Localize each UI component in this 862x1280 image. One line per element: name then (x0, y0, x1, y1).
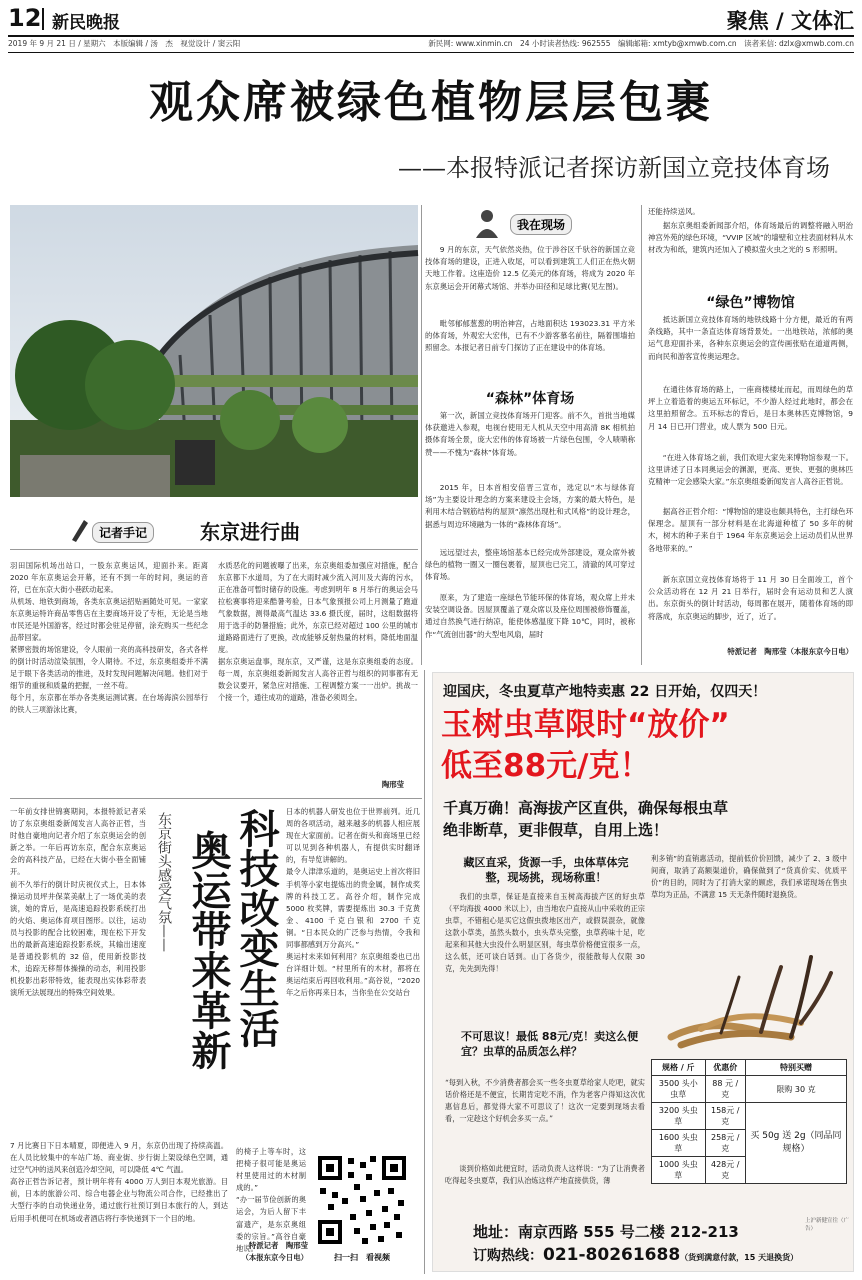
ad-hotline-number[interactable]: 021-80261688 (543, 1245, 681, 1265)
ad-body2: 谈到价格如此便宜时，活动负责人这样说：“为了让消费者吃得起冬虫夏草，我们从冶炼这样产地直接供货，薄 (445, 1164, 645, 1185)
masthead: 新民晚报 (52, 13, 120, 33)
reporter-icon (474, 208, 500, 238)
ad-hotline-label: 订购热线： (473, 1248, 543, 1264)
price-header-cell: 优惠价 (705, 1060, 745, 1076)
contact-line: 新民网: www.xinmin.cn 24 小时读者热线: 962555 编辑邮箱: xmtyb@xmwb.com.cn 读者来信: dzlx@xmwb.com.cn (428, 39, 854, 48)
page-number-divider (42, 8, 44, 30)
price-table (651, 1059, 847, 1184)
dateline: 2019 年 9 月 21 日 / 星期六 本版编辑 / 汤 杰 视觉设计 / 窦云阳 (8, 39, 241, 48)
ad-main-line1: 玉树虫草限时“放价” (441, 707, 730, 743)
notes-heading (10, 510, 418, 550)
ad-heading1: 藏区直采，货源一手，虫体草体完整，现场挑，现场称重！ (463, 856, 629, 884)
feature-title-b: 奥运带来革新 (185, 830, 232, 1070)
ad-panel (432, 672, 854, 1272)
scene-report-p2: 毗邻郁郁葱葱的明治神宫，占地面积达 193023.31 平方米的体育场，外观宏大宏伟，已有不少游客慕名前往，隔着围墙拍照留念。本报记者日前专门探访了正在建设中的体育场。 (425, 319, 635, 353)
page-header (8, 6, 854, 36)
main-headline: 观众席被绿色植物层层包裹 (149, 77, 713, 128)
ad-quote: “每到入秋，不少消费者都会买一些冬虫夏草给家人吃吧，就实话价格还是不便宜，长期肯定吃不消，作为老客户得知这次优惠信息后，都觉得大家不可思议了！这次一定要到现场去看看，一定趁这个好机会多买一点。” (445, 1078, 645, 1123)
feature-col1: 一年前女排世锦赛期间，本报特派记者采访了东京奥组委新闻发言人高谷正哲，当时他自豪地向记者介绍了东京奥运会的创新之举。一年后再访东京，配合东京奥运会的高科技产品，已经在大街小巷全面铺开。 前不久举行的倒计时庆祝仪式上，日本体操运动员坪井保菜美献上了一场优美的表演，她的背后，是高速追踪投影系统打出的火焰、奥运体育项目图形。以往，运动员与投影的配合比较困难，现在松下开发出的最新高速追踪投影系统，其输出速度是普通投影机的 32 倍，使用新投影技术，追踪无移帮体操操的动态，利用投影机投影出彩带特效，能表现出实体彩带表演所无法展现出的特殊空间效果。 (10, 807, 146, 998)
ad-main-line2: 低至88元/克！ (441, 748, 651, 784)
scene-report-p6: 原来，为了建造一座绿色节能环保的体育场，观众席上并未安装空调设备。因屋顶覆盖了观众席以及座位周围被修饰覆盖，通过自然换气进行纳凉，能使体感温度下降 10℃，同时，被称作“气流创出器”的大型电风扇，届时 (425, 593, 635, 639)
notes-col1: 羽田国际机场出站口，一股东京奥运风，迎面扑来。距离 2020 年东京奥运会开幕，还有不到一年的时间，奥运的音符，已在东京大街小巷跃动起来。 从机场、地铁到商场，各类东京奥运招贴画随处可见。一家家东京奥运特许商品零售店在主要商场开设了专柜，无论是当地市民还是外国游客，经过时都会驻足停留，涂充购买一些纪念品带回家。 紧锣密鼓的场馆建设，令人眼前一亮的高科技研发，各式各样的倒计时活动渲染氛围，令人期待。不过，东京奥组委并不满足于眼下各类活动的推进，及时发现问题解决问题。他们对于细节的重视和质量的把握，一丝不苟。 每个月，东京都在举办各类奥运测试赛。在台场海滨公园举行的铁人三项游泳比赛， (10, 561, 208, 714)
scene-report-p3: 第一次，新国立竞技体育场开门迎客。前不久，首批当地媒体获邀进入参观，电视台使用无人机从天空中用高清 8K 相机拍摄体育场全景，庞大宏伟的体育场被一片绿色包围，令人啧啧称赞——不愧为“森林”体育场。 (425, 411, 635, 457)
scene-report-p5: 远远望过去，整座场馆基本已经完成外部建设，观众席外被绿色的植物一圈又一圈包裹着，屋顶也已完工，清澈的风可穿过体育场。 (425, 548, 635, 582)
feature-col3: 7 月比赛日下日本晴夏，即便进入 9 月，东京仍出现了持续高温。在人员比较集中的车站广场、商业街、步行街上架设绿色空调，通过空气冲的送风来创造冷却空间，可以降低 4℃ 气温。 高谷正哲告诉记者，预计明年将有 4000 万人到日本观光旅游。目前，日本的旅游公司、综合电器企业与物流公司合作，已经推出了大型行李的自动快递业务，通过旅行社预订到日本旅行的人，到达后用手机便可在机场或者酒店将行李快递到下一个目的地。 (10, 1141, 228, 1223)
feature-col2: 日本的机器人研发也位于世界前列。近几周的各项活动，越来越多的机器人相应展现在大家面前。记者在街头和商场里已经可以见到各种机器人，有提供实时翻译的，有导览讲解的。 最令人津津乐道的，是奥运史上首次将旧手机等小家电提炼出的贵金属，制作成奖牌的科技工艺。高谷介绍，制作完成 5000 枚奖牌，需要提炼出 30.3 千克黄金、4100 千克白银和 2700 千克铜。“日本民众的广泛参与热情，令我和同事都感到万分高兴。” 奥运村未来如何利用？东京奥组委也已出台详细计划。“村里所有的木材，都将在奥运结束后再回收利用。”高谷说，“2020 年之后你再来日本，当你坐在公交站台 (286, 807, 420, 998)
scene-report-tag-area (440, 206, 610, 240)
price-table-row (652, 1076, 847, 1103)
right-col-p1: 还能持续送风。 (648, 207, 700, 216)
column-divider (424, 670, 425, 1274)
gift-cell: 买 50g 送 2g（同品同规格） (745, 1103, 846, 1184)
page-number: 12 (8, 4, 42, 32)
price-spec-cell: 3200 头虫草 (652, 1103, 706, 1130)
notes-title: 东京进行曲 (200, 520, 300, 544)
notes-byline: 陶邢莹 (381, 780, 404, 789)
right-col-p7: 新东京国立竞技体育场将于 11 月 30 日全面竣工，首个公众活动将在 12 月 21 日举行，届时会有运动员和艺人演出。东京街头的倒计时活动，每周都在展开，随着体育场的即将落成，东京奥运的脚步，近了，近了。 (648, 575, 853, 621)
price-header-cell: 特别买赠 (745, 1060, 846, 1076)
right-col-p6: 据高谷正哲介绍：“博物馆的建设也颇具特色，主打绿色环保理念。屋顶有一部分材料是在北海道种植了 50 多年的树木，树木的种子来自于 1964 年东京奥运会上运动员们从世界各地带来的。” (648, 507, 853, 553)
ad-permit: 上沪新健宣往（广告） (805, 1218, 850, 1232)
right-col-p5: “在进入体育场之前，我们欢迎大家先来博物馆参观一下。这里讲述了日本同奥运会的渊源，更高、更快、更强的奥林匹克精神一定会感染大家。”东京奥组委新闻发言人高谷正哲说。 (648, 453, 853, 487)
ad-heading2: 不可思议！最低 88元/克！卖这么便宜？虫草的品质怎么样？ (461, 1030, 639, 1058)
ad-address: 地址：南京西路 555 号二楼 212-213 (473, 1223, 739, 1241)
ad-line2: 绝非断草，更非假草，自用上选！ (443, 821, 669, 839)
stadium-photo (10, 205, 418, 497)
ad-hotline-row (473, 1245, 849, 1265)
headline-subtitle: ——本报特派记者探访新国立竞技体育场 (398, 154, 830, 182)
stadium-illustration (10, 205, 418, 497)
right-col-p3: 抵达新国立竞技体育场的地铁线路十分方便，最近的有两条线路，其中一条直达体育场背景处。一出地铁站，浓郁的奥运气息迎面扑来，各种东京奥运会的宣传画张贴在道道两侧，而向民和游客宣传奥运理念。 (648, 315, 853, 361)
column-divider (641, 205, 642, 665)
right-col-p4: 在通往体育场的路上，一座商楼楼址而起，而周绿色的草坪上立着造着的奥运五环标记，不少游人经过此地时，都会在这里拍照留念。五环标志的背后，是日本奥林匹克博物馆，9 月 14 日已开门营业，成人票为 500 日元。 (648, 385, 853, 431)
price-header-cell: 规格 / 斤 (652, 1060, 706, 1076)
ad-body-right: 利多销”的直销惠活动，提前低价价回馈，减少了 2、3 级中间商，取消了高额渠道价，确保做到了“货真价实、优质平价”的目的，同时为了打消大家的顾虑，我们承诺现场在售虫草均为正品，不满意 15 天无条件随时退换货。 (651, 854, 847, 899)
qr-code[interactable] (314, 1152, 410, 1248)
scene-report-p4: 2015 年，日本首相安倍晋三宣布，选定以“木与绿体育场”为主要设计理念的方案来建设主会场，方案的最大特色，是利用木结合钢筋结构的屋顶“凛然出现杜和式风格”的设计理念，据悉与周边环境融为一体的“森林体育场”。 (425, 483, 635, 529)
price-table-header-row (652, 1060, 847, 1076)
price-spec-cell: 1600 头虫草 (652, 1130, 706, 1157)
scene-report-tag: 我在现场 (510, 214, 572, 235)
pen-icon (68, 516, 90, 542)
museum-subheading: “绿色”博物馆 (706, 295, 795, 311)
price-value-cell: 158元 / 克 (705, 1103, 745, 1130)
qr-code-icon (314, 1152, 410, 1248)
ad-top-line: 迎国庆，冬虫夏草产地特卖惠 22 日开始，仅四天！ (443, 684, 767, 700)
price-spec-cell: 3500 头小虫草 (652, 1076, 706, 1103)
notes-col2: 水质恶化的问题被曝了出来，东京奥组委加强应对措施，配合东京都下水道局，为了在大雨时减少流入河川及大海的污水，正在准备可暂时储存的设施。考虑到明年 8 月举行的奥运会马拉松赛事将迎来酷暑考验，日本气象预报公司上月测量了跑道气象数据，测得最高气温达 33.6 摄氏度，届时，这组数据将用于选手的防暑措施；此外，东京已经对超过 100 公里的城市道路路面进行了更换，改成能够反射热量的材料，降低地面温度。 据东京奥运盘事，现东京，又严谨，这是东京奥组委的态度。每一周，东京奥组委新闻发言人高谷正哲与组织的同事都有无数会议要开，紧急应对措施、工程调整方案一一出炉。挑战一个接一个，通往成功的道路，准备必须周全。 (218, 561, 418, 702)
feature-kicker: 东京街头感受气氛—— (156, 812, 172, 952)
right-col-byline: 特派记者 陶邢莹（本报东京今日电） (727, 647, 853, 656)
ad-line1: 千真万确！高海拔产区直供，确保每根虫草 (443, 799, 729, 817)
section-divider (10, 798, 422, 799)
price-value-cell: 88 元 / 克 (705, 1076, 745, 1103)
scene-report-p1: 9 月的东京，天气依然炎热，位于涉谷区千驮谷的新国立竞技体育场的建设，正进入收尾，可以看到建筑工人们正在热火朝天地工作着。这座造价 12.5 亿美元的体育场，将成为 2020 年东京奥运会开闭幕式场馆、并举办田径和足球比赛(见左图)。 (425, 245, 635, 291)
ad-body1: 我们的虫草，保证是直接来自玉树高海拔产区的好虫草（平均海拔 4000 米以上），由当地农户直接从山中采收的正宗虫草，不错租心是买它这假虫拨地区出产，或假误混杂，就像这款小草类，虽然头数小，虫头草头完整，虫草药味十足，吃起来和其他大虫没什么明显区别，每虫草价格便宜很多一点，这么低，还可谈白话到。山丁各货少，很能散每人仅限 30 克，先先到先得！ (445, 892, 645, 973)
column-divider (421, 205, 422, 665)
price-value-cell: 258元 / 克 (705, 1130, 745, 1157)
qr-caption: 扫一扫 看视频 (334, 1253, 390, 1262)
ad-hotline-note: （货到满意付款，15 天退换货） (680, 1253, 799, 1262)
price-table-row (652, 1103, 847, 1130)
section-name: 聚焦 / 文体汇 (726, 9, 854, 33)
feature-col4: 的椅子上等车时，这把椅子很可能是奥运村里使用过的木材制成的。” “办一届节俭创新的奥运会，为后人留下丰富遗产，是东京奥组委的宗旨。”高谷自豪地说。 (236, 1147, 306, 1253)
cordyceps-photo (651, 937, 847, 1057)
feature-byline: 特派记者 陶邢莹（本报东京今日电） (241, 1241, 308, 1263)
forest-subheading: “森林”体育场 (485, 391, 575, 407)
feature-title-a: 科技改变生活 (233, 808, 280, 1048)
price-spec-cell: 1000 头虫草 (652, 1157, 706, 1184)
gift-cell: 限购 30 克 (745, 1076, 846, 1103)
header-rule (8, 35, 854, 37)
right-col-p2: 据东京奥组委新闻部介绍，体育场最后的调整将融入明治神宫外苑的绿色环境，“VVIP 区域”的墙壁和立柱表面材料从木材改为和纸，建筑内还加入了模拟萤火虫之光的 S 形照明。 (648, 221, 853, 255)
notes-tag: 记者手记 (92, 522, 154, 543)
header-rule-thin (8, 52, 854, 53)
price-value-cell: 428元 / 克 (705, 1157, 745, 1184)
